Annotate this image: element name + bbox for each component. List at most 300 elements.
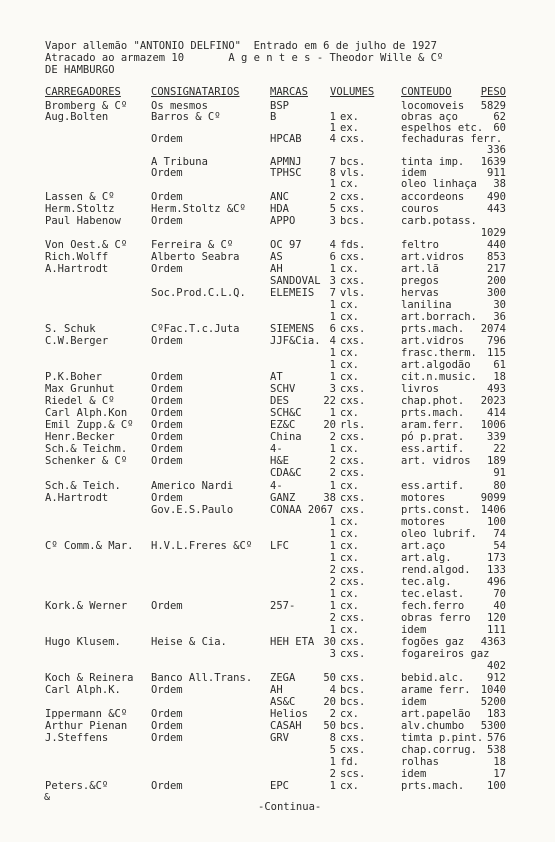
cell-volume-unit: ex. <box>340 122 359 134</box>
cell-marca: China <box>270 431 302 443</box>
cell-consignatario: Ordem <box>151 780 183 792</box>
cell-marca: ELEMEIS <box>270 287 315 299</box>
cell-volume-unit: vls. <box>340 287 366 299</box>
cell-volume-qty: 1 <box>329 624 336 636</box>
cell-marca: ANC <box>270 191 289 203</box>
cell-carregador: Sch.& Teichm. <box>45 443 128 455</box>
cell-consignatario: Ordem <box>151 600 183 612</box>
cell-conteudo: pregos <box>401 275 439 287</box>
cell-conteudo: hervas <box>401 287 439 299</box>
table-row <box>0 468 555 479</box>
cell-conteudo: art.alg. <box>401 552 452 564</box>
cell-conteudo: lanilina <box>401 299 452 311</box>
cell-volume-qty: 1 <box>329 371 336 383</box>
cell-volume-qty: 38 <box>323 492 336 504</box>
cell-consignatario: Ordem <box>151 732 183 744</box>
cell-volume-qty: 2 <box>329 708 336 720</box>
cell-marca: CONAA 2067 <box>270 504 334 516</box>
cell-volume-unit: bcs. <box>340 684 366 696</box>
cell-conteudo: locomoveis <box>401 100 465 112</box>
cell-peso: 443 <box>487 203 506 215</box>
cell-peso: 80 <box>493 480 506 492</box>
table-row <box>0 517 555 528</box>
cell-peso: 183 <box>487 708 506 720</box>
cell-volume-qty: 1 <box>329 480 336 492</box>
cell-volume-unit: cxs. <box>340 648 366 660</box>
cell-peso: 9099 <box>480 492 506 504</box>
table-row <box>0 709 555 720</box>
cell-volume-qty: 2 <box>329 455 336 467</box>
table-row <box>0 300 555 311</box>
cell-marca: LFC <box>270 540 289 552</box>
cell-conteudo: oleo lubrif. <box>401 528 477 540</box>
cell-consignatario: Ordem <box>151 720 183 732</box>
cell-conteudo: aram.ferr. <box>401 419 465 431</box>
cell-volume-unit: cx. <box>340 588 359 600</box>
cell-conteudo: ess.artif. <box>401 480 465 492</box>
table-row <box>0 721 555 732</box>
cell-volume-unit: bcs. <box>340 720 366 732</box>
cell-conteudo: bebid.alc. <box>401 672 465 684</box>
cell-consignatario: Banco All.Trans. <box>151 672 253 684</box>
cell-marca: JJF&Cia. <box>270 335 321 347</box>
cell-conteudo: idem <box>401 768 427 780</box>
cell-peso: 173 <box>487 552 506 564</box>
cell-marca: H&E <box>270 455 289 467</box>
cell-volume-unit: cx. <box>340 347 359 359</box>
cell-peso: 36 <box>493 311 506 323</box>
cell-conteudo: art.borrach. <box>401 311 477 323</box>
cell-marca: GANZ <box>270 492 296 504</box>
cell-marca: AS&C <box>270 696 296 708</box>
cell-peso: 853 <box>487 251 506 263</box>
cell-peso: 133 <box>487 564 506 576</box>
cell-peso: 5200 <box>480 696 506 708</box>
table-row <box>0 769 555 780</box>
cell-carregador: Henr.Becker <box>45 431 115 443</box>
cell-peso: 911 <box>487 167 506 179</box>
cell-volume-unit: cxs. <box>340 383 366 395</box>
cell-conteudo: tec.alg. <box>401 576 452 588</box>
table-row <box>0 505 555 516</box>
cell-consignatario: Barros & Cº <box>151 111 221 123</box>
cell-volume-unit: cxs. <box>340 576 366 588</box>
cell-conteudo: pó p.prat. <box>401 431 465 443</box>
cell-peso: 912 <box>487 672 506 684</box>
table-row <box>0 649 555 660</box>
cell-volume-unit: cxs. <box>340 672 366 684</box>
cell-marca: B <box>270 111 277 123</box>
cell-volume-unit: cx. <box>340 528 359 540</box>
table-row <box>0 733 555 744</box>
cell-peso: 576 <box>487 732 506 744</box>
cell-volume-unit: cxs. <box>340 275 366 287</box>
cell-conteudo: alv.chumbo <box>401 720 465 732</box>
cell-volume-qty: 1 <box>329 443 336 455</box>
cell-consignatario: A Tribuna <box>151 156 208 168</box>
cell-volume-unit: cx. <box>340 780 359 792</box>
cell-consignatario: Alberto Seabra <box>151 251 240 263</box>
table-row <box>0 408 555 419</box>
table-row <box>0 420 555 431</box>
cell-volume-qty: 1 <box>329 540 336 552</box>
table-row <box>0 228 555 239</box>
cell-consignatario: Heise & Cia. <box>151 636 227 648</box>
cell-volume-qty: 2 <box>329 467 336 479</box>
cell-marca: AH <box>270 684 283 696</box>
cell-conteudo: prts.mach. <box>401 323 465 335</box>
cell-volume-qty: 2 <box>329 564 336 576</box>
cell-volume-qty: 4 <box>329 335 336 347</box>
cell-peso: 1040 <box>480 684 506 696</box>
cell-peso: 1639 <box>480 156 506 168</box>
cell-carregador: Kork.& Werner <box>45 600 128 612</box>
cell-volume-qty: 1 <box>329 311 336 323</box>
table-row <box>0 396 555 407</box>
cell-carregador: Lassen & Cº <box>45 191 115 203</box>
cell-volume-qty: 6 <box>329 251 336 263</box>
cell-peso: 1006 <box>480 419 506 431</box>
cell-volume-qty: 30 <box>323 636 336 648</box>
table-row <box>0 613 555 624</box>
cell-conteudo: art.aço <box>401 540 446 552</box>
table-row <box>0 179 555 190</box>
cell-volume-unit: cx. <box>340 540 359 552</box>
cell-volume-unit: cxs. <box>340 323 366 335</box>
cell-volume-unit: cx. <box>340 407 359 419</box>
cell-conteudo: couros <box>401 203 439 215</box>
cell-conteudo: art.algodão <box>401 359 471 371</box>
cell-peso: 336 <box>487 144 506 156</box>
cell-consignatario: Ordem <box>151 263 183 275</box>
cell-volume-unit: cxs. <box>340 636 366 648</box>
cell-peso: 300 <box>487 287 506 299</box>
col-conteudo: CONTEUDO <box>401 86 452 98</box>
cell-marca: SCH&C <box>270 407 302 419</box>
cell-volume-unit: cxs. <box>340 335 366 347</box>
table-row <box>0 757 555 768</box>
cell-volume-unit: cxs. <box>340 492 366 504</box>
cell-carregador: Aug.Bolten <box>45 111 109 123</box>
cell-carregador: Paul Habenow <box>45 215 121 227</box>
table-row <box>0 493 555 504</box>
cell-volume-qty: 5 <box>329 744 336 756</box>
cell-conteudo: motores <box>401 492 446 504</box>
cell-carregador: Max Grunhut <box>45 383 115 395</box>
cell-volume-unit: cx. <box>340 552 359 564</box>
cell-volume-unit: cxs. <box>340 431 366 443</box>
cell-peso: 17 <box>493 768 506 780</box>
header-line-3: DE HAMBURGO <box>45 64 115 76</box>
cell-conteudo: fogareiros gaz <box>401 648 490 660</box>
cell-marca: TPHSC <box>270 167 302 179</box>
cell-consignatario: Ordem <box>151 383 183 395</box>
table-row <box>0 577 555 588</box>
cell-volume-qty: 1 <box>329 299 336 311</box>
table-row <box>0 625 555 636</box>
cell-volume-qty: 1 <box>329 528 336 540</box>
cell-volume-unit: cxs. <box>340 203 366 215</box>
cell-volume-qty: 4 <box>329 133 336 145</box>
cell-peso: 200 <box>487 275 506 287</box>
cell-volume-unit: cxs. <box>340 732 366 744</box>
table-row <box>0 601 555 612</box>
cell-peso: 62 <box>493 111 506 123</box>
cell-volume-qty: 4 <box>329 239 336 251</box>
cell-peso: 493 <box>487 383 506 395</box>
cell-consignatario: Ordem <box>151 443 183 455</box>
cell-carregador: A.Hartrodt <box>45 263 109 275</box>
margin-mark: & <box>44 792 51 803</box>
table-row <box>0 192 555 203</box>
col-carregadores: CARREGADORES <box>45 86 121 98</box>
cell-marca: CASAH <box>270 720 302 732</box>
cell-volume-unit: cx. <box>340 263 359 275</box>
cell-volume-unit: fds. <box>340 239 366 251</box>
table-row <box>0 134 555 145</box>
cell-peso: 38 <box>493 178 506 190</box>
cell-peso: 189 <box>487 455 506 467</box>
table-row <box>0 481 555 492</box>
cell-marca: ZEGA <box>270 672 296 684</box>
cell-marca: 257- <box>270 600 296 612</box>
cell-peso: 18 <box>493 756 506 768</box>
cell-consignatario: Ordem <box>151 215 183 227</box>
cell-conteudo: rolhas <box>401 756 439 768</box>
cell-conteudo: art.vidros <box>401 335 465 347</box>
cell-peso: 120 <box>487 612 506 624</box>
cell-volume-qty: 5 <box>329 203 336 215</box>
cell-volume-unit: bcs. <box>340 215 366 227</box>
cell-peso: 496 <box>487 576 506 588</box>
continua-footer: -Continua- <box>258 801 322 813</box>
cell-carregador: Ippermann &Cº <box>45 708 128 720</box>
cell-volume-unit: rls. <box>340 419 366 431</box>
table-row <box>0 360 555 371</box>
cell-carregador: Koch & Reinera <box>45 672 134 684</box>
table-row <box>0 372 555 383</box>
cell-volume-qty: 2 <box>329 612 336 624</box>
cell-consignatario: Ordem <box>151 684 183 696</box>
cell-peso: 74 <box>493 528 506 540</box>
cell-volume-qty: 3 <box>329 215 336 227</box>
cell-peso: 1029 <box>480 227 506 239</box>
table-row <box>0 252 555 263</box>
cell-peso: 4363 <box>480 636 506 648</box>
cell-peso: 115 <box>487 347 506 359</box>
header-line-2: Atracado ao armazem 10 A g e n t e s - Theodor Wille & Cº <box>45 52 444 64</box>
cell-consignatario: Ordem <box>151 407 183 419</box>
cell-marca: AH <box>270 263 283 275</box>
cell-volume-unit: cxs. <box>340 504 366 516</box>
cell-volume-unit: vls. <box>340 167 366 179</box>
cell-volume-qty: 1 <box>329 359 336 371</box>
cell-carregador: Carl Alph.Kon <box>45 407 128 419</box>
cell-conteudo: oleo linhaça <box>401 178 477 190</box>
cell-volume-unit: cx. <box>340 708 359 720</box>
cell-carregador: P.K.Boher <box>45 371 102 383</box>
col-peso: PESO <box>480 86 506 98</box>
cell-peso: 402 <box>487 660 506 672</box>
cell-carregador: Bromberg & Cº <box>45 100 128 112</box>
table-row <box>0 384 555 395</box>
table-row <box>0 348 555 359</box>
cell-conteudo: fogões gaz <box>401 636 465 648</box>
cell-volume-qty: 6 <box>329 323 336 335</box>
cell-volume-unit: fd. <box>340 756 359 768</box>
cell-volume-qty: 1 <box>329 588 336 600</box>
cell-volume-qty: 1 <box>329 552 336 564</box>
table-row <box>0 661 555 672</box>
cell-volume-unit: cx. <box>340 480 359 492</box>
cell-peso: 18 <box>493 371 506 383</box>
cell-volume-unit: cxs. <box>340 133 366 145</box>
cell-consignatario: CºFac.T.c.Juta <box>151 323 240 335</box>
cell-consignatario: Ordem <box>151 455 183 467</box>
table-row <box>0 444 555 455</box>
cell-conteudo: obras ferro <box>401 612 471 624</box>
cell-peso: 414 <box>487 407 506 419</box>
cell-marca: SANDOVAL <box>270 275 321 287</box>
cell-peso: 217 <box>487 263 506 275</box>
cell-marca: HPCAB <box>270 133 302 145</box>
cell-marca: GRV <box>270 732 289 744</box>
cell-volume-qty: 1 <box>329 122 336 134</box>
cell-volume-qty: 1 <box>329 780 336 792</box>
cell-consignatario: Os mesmos <box>151 100 208 112</box>
table-row <box>0 145 555 156</box>
cell-peso: 796 <box>487 335 506 347</box>
cell-peso: 40 <box>493 600 506 612</box>
cell-carregador: Carl Alph.K. <box>45 684 121 696</box>
cell-conteudo: chap.corrug. <box>401 744 477 756</box>
table-row <box>0 432 555 443</box>
col-marcas: MARCAS <box>270 86 308 98</box>
cell-conteudo: motores <box>401 516 446 528</box>
cell-consignatario: Gov.E.S.Paulo <box>151 504 234 516</box>
cell-conteudo: art.vidros <box>401 251 465 263</box>
cell-volume-unit: cx. <box>340 299 359 311</box>
cell-conteudo: accordeons <box>401 191 465 203</box>
cell-consignatario: Ordem <box>151 431 183 443</box>
cell-conteudo: frasc.therm. <box>401 347 477 359</box>
cell-carregador: Von Oest.& Cº <box>45 239 128 251</box>
cell-marca: APPO <box>270 215 296 227</box>
cell-volume-qty: 1 <box>329 263 336 275</box>
cell-volume-qty: 3 <box>329 648 336 660</box>
cell-carregador: Rich.Wolff <box>45 251 109 263</box>
cell-volume-qty: 20 <box>323 419 336 431</box>
cell-peso: 91 <box>493 467 506 479</box>
table-row <box>0 288 555 299</box>
table-row <box>0 240 555 251</box>
table-row <box>0 685 555 696</box>
cell-consignatario: Ferreira & Cº <box>151 239 234 251</box>
cell-volume-qty: 2 <box>329 191 336 203</box>
cell-conteudo: rend.algod. <box>401 564 471 576</box>
cell-carregador: Riedel & Cº <box>45 395 115 407</box>
header-line-1: Vapor allemão "ANTONIO DELFINO" Entrado em 6 de julho de 1927 <box>45 40 437 52</box>
cell-volume-unit: cxs. <box>340 395 366 407</box>
cell-volume-qty: 2 <box>329 576 336 588</box>
cell-marca: BSP <box>270 100 289 112</box>
table-row <box>0 324 555 335</box>
col-volumes: VOLUMES <box>330 86 375 98</box>
cell-volume-qty: 7 <box>329 156 336 168</box>
cell-volume-unit: cxs. <box>340 191 366 203</box>
cell-conteudo: espelhos etc. <box>401 122 484 134</box>
cell-volume-unit: scs. <box>340 768 366 780</box>
cell-carregador: C.W.Berger <box>45 335 109 347</box>
cell-carregador: A.Hartrodt <box>45 492 109 504</box>
cell-carregador: Cº Comm.& Mar. <box>45 540 134 552</box>
cell-volume-qty: 3 <box>329 383 336 395</box>
cell-marca: HDA <box>270 203 289 215</box>
cell-volume-unit: cxs. <box>340 612 366 624</box>
cell-conteudo: art.papelão <box>401 708 471 720</box>
cell-peso: 1406 <box>480 504 506 516</box>
cell-marca: OC 97 <box>270 239 302 251</box>
cell-marca: 4- <box>270 443 283 455</box>
table-row <box>0 673 555 684</box>
table-row <box>0 745 555 756</box>
cell-conteudo: carb.potass. <box>401 215 477 227</box>
cell-conteudo: timta p.pint. <box>401 732 484 744</box>
cell-volume-qty: 22 <box>323 395 336 407</box>
cell-volume-qty: 1 <box>329 600 336 612</box>
cell-conteudo: prts.const. <box>401 504 471 516</box>
cell-peso: 100 <box>487 516 506 528</box>
cell-peso: 5300 <box>480 720 506 732</box>
cell-conteudo: tec.elast. <box>401 588 465 600</box>
table-row <box>0 637 555 648</box>
cell-carregador: Schenker & Cº <box>45 455 128 467</box>
table-row <box>0 336 555 347</box>
table-row <box>0 589 555 600</box>
cell-consignatario: Ordem <box>151 191 183 203</box>
cell-volume-unit: cx. <box>340 178 359 190</box>
cell-peso: 339 <box>487 431 506 443</box>
cell-marca: EPC <box>270 780 289 792</box>
cell-carregador: Emil Zupp.& Cº <box>45 419 134 431</box>
cell-consignatario: Soc.Prod.C.L.Q. <box>151 287 246 299</box>
cell-marca: AT <box>270 371 283 383</box>
table-row <box>0 541 555 552</box>
cell-marca: DES <box>270 395 289 407</box>
cell-consignatario: Ordem <box>151 395 183 407</box>
cell-peso: 440 <box>487 239 506 251</box>
cell-consignatario: Ordem <box>151 371 183 383</box>
cell-conteudo: livros <box>401 383 439 395</box>
cell-volume-unit: bcs. <box>340 156 366 168</box>
cell-volume-unit: cx. <box>340 359 359 371</box>
cell-conteudo: tinta imp. <box>401 156 465 168</box>
cell-conteudo: fech.ferro <box>401 600 465 612</box>
cell-peso: 2023 <box>480 395 506 407</box>
cell-volume-unit: bcs. <box>340 696 366 708</box>
table-row <box>0 456 555 467</box>
cell-volume-qty: 1 <box>329 178 336 190</box>
cell-volume-qty: 20 <box>323 696 336 708</box>
cell-volume-unit: cx. <box>340 311 359 323</box>
cell-consignatario: Ordem <box>151 133 183 145</box>
cell-conteudo: prts.mach. <box>401 780 465 792</box>
cell-carregador: Hugo Klusem. <box>45 636 121 648</box>
cell-peso: 2074 <box>480 323 506 335</box>
cell-volume-unit: cx. <box>340 600 359 612</box>
cell-conteudo: idem <box>401 624 427 636</box>
cell-volume-qty: 2 <box>329 768 336 780</box>
